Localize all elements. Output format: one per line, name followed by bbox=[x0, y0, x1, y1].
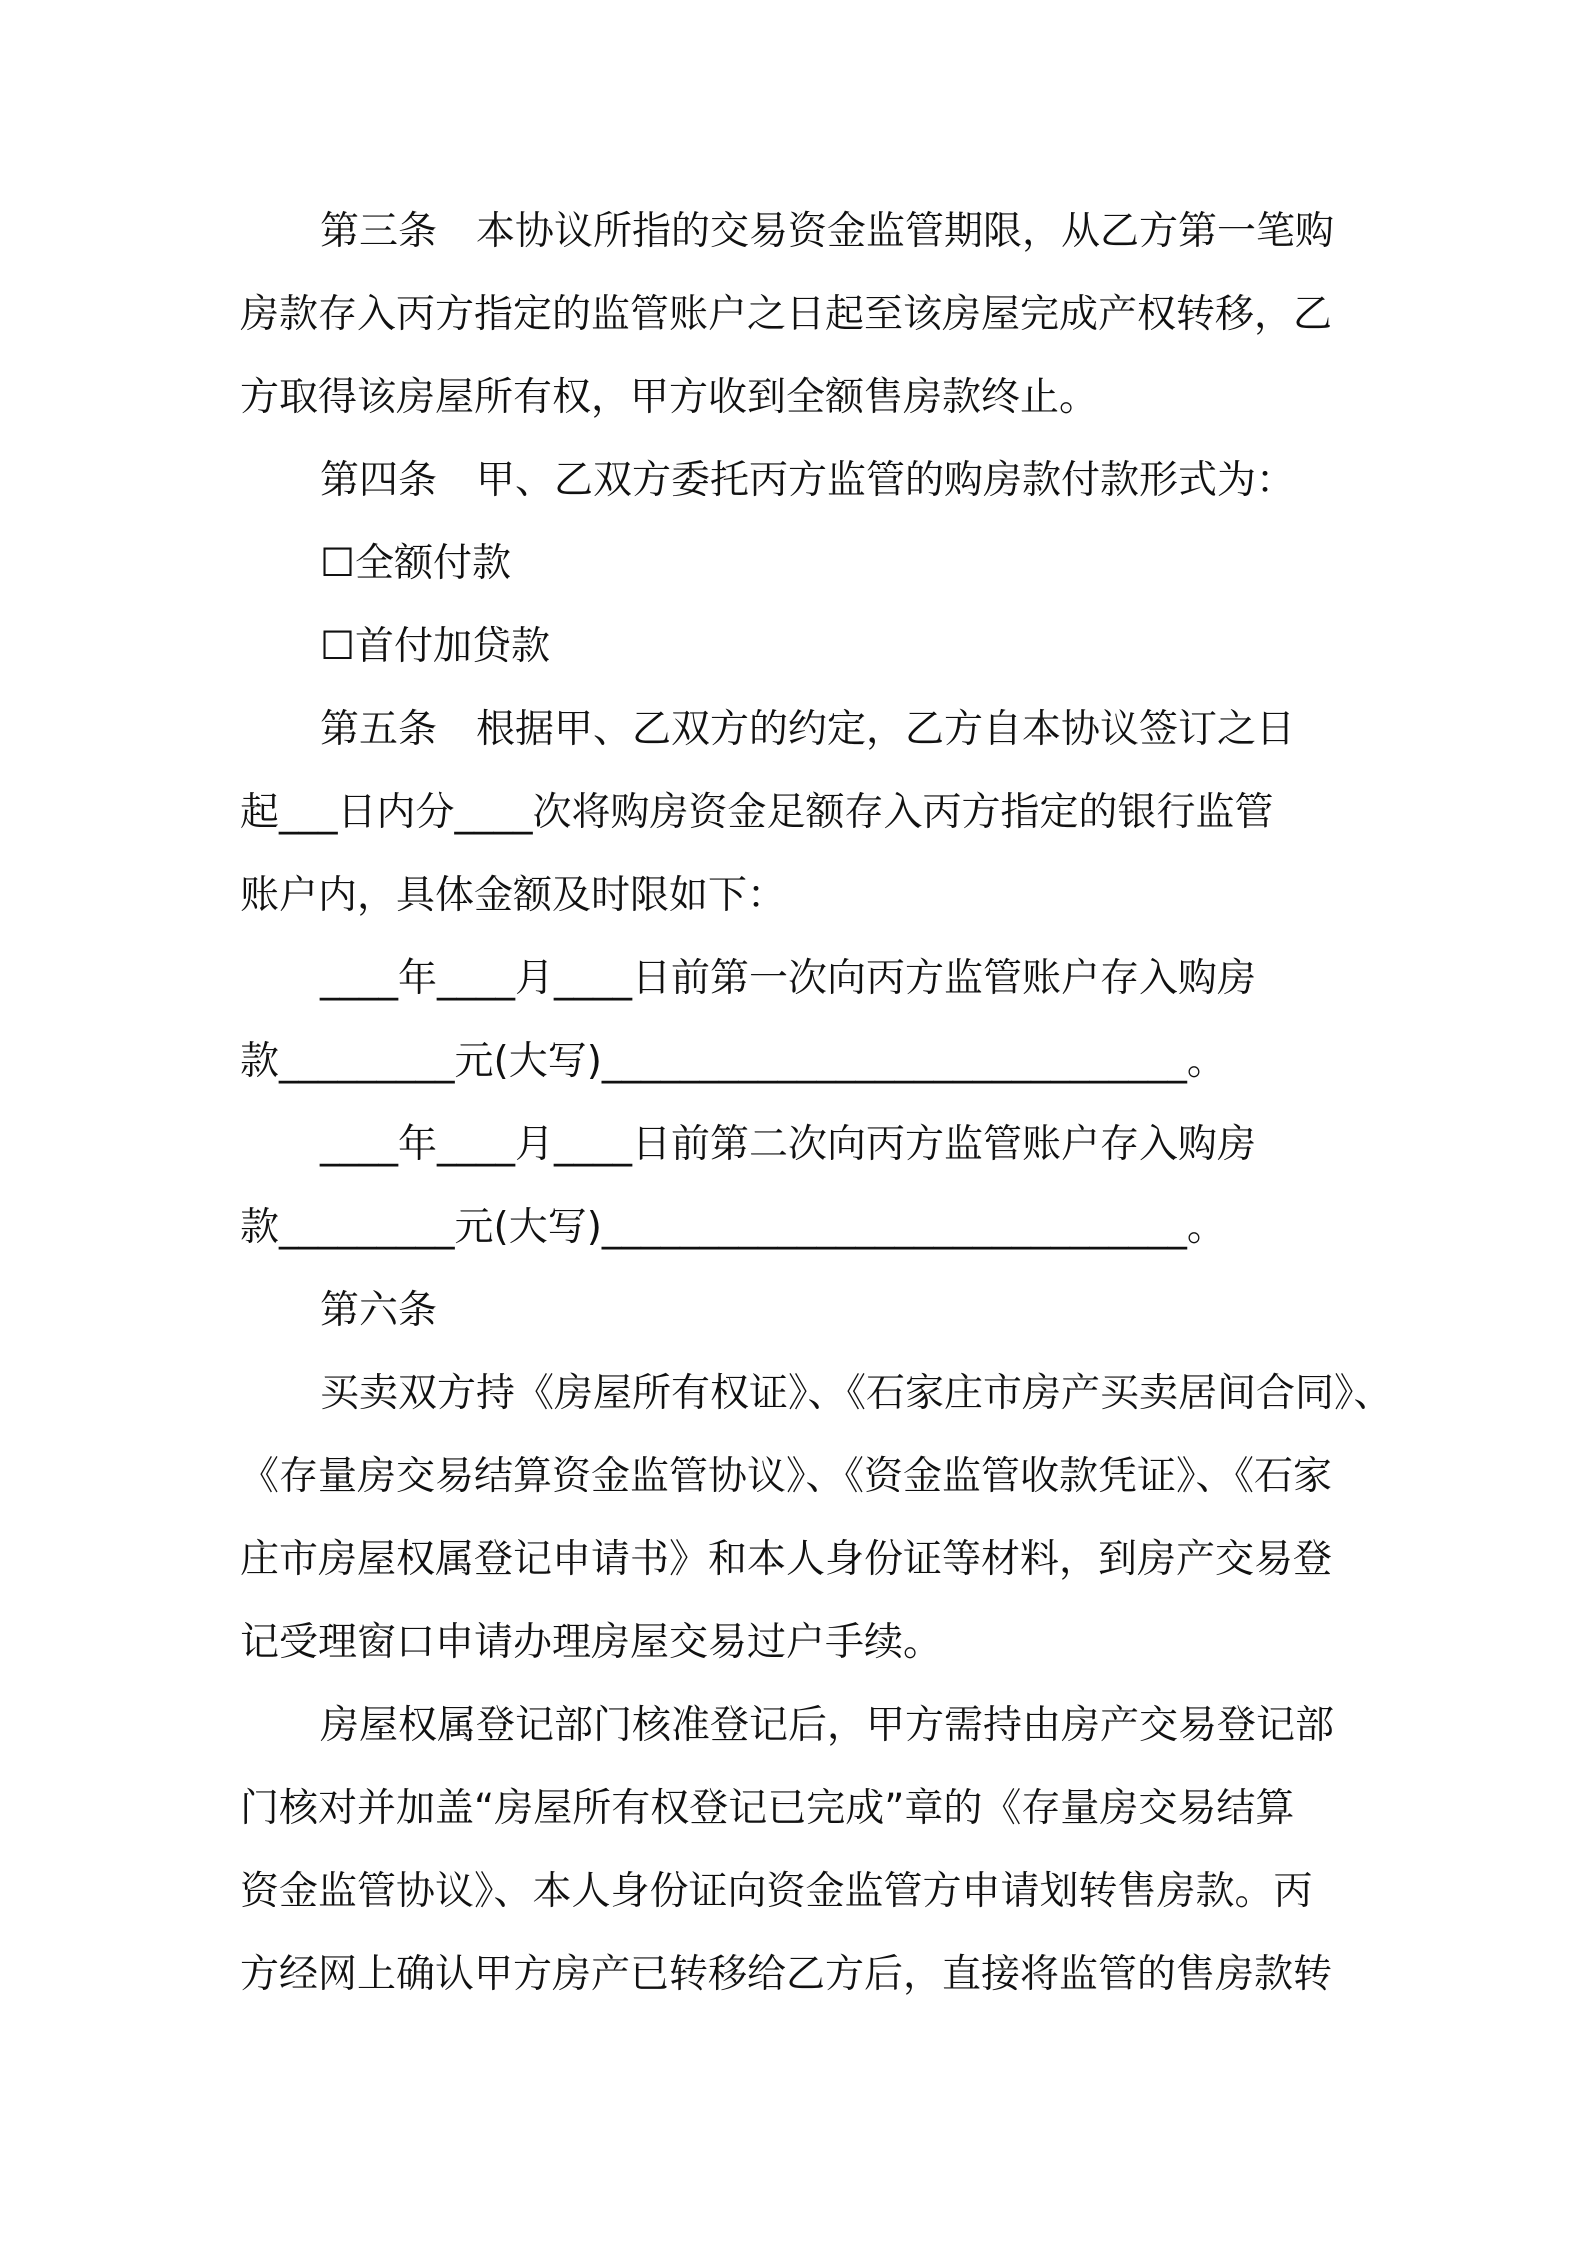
deposit-1-line-2: 款_________元(大写)______________________________。 bbox=[240, 1039, 1226, 1084]
article-4-line-1: 第四条 甲、乙双方委托丙方监管的购房款付款形式为： bbox=[320, 458, 1296, 503]
article-6-para-2-line-4: 方经网上确认甲方房产已转移给乙方后，直接将监管的售房款转 bbox=[240, 1952, 1333, 1997]
article-6-para-1-line-4: 记受理窗口申请办理房屋交易过户手续。 bbox=[240, 1620, 943, 1665]
article-5-line-1: 第五条 根据甲、乙双方的约定，乙方自本协议签订之日 bbox=[320, 707, 1296, 752]
article-3-line-3: 方取得该房屋所有权，甲方收到全额售房款终止。 bbox=[240, 375, 1099, 420]
deposit-2-line-1: ____年____月____日前第二次向丙方监管账户存入购房 bbox=[320, 1122, 1257, 1167]
article-5-line-2: 起___日内分____次将购房资金足额存入丙方指定的银行监管 bbox=[240, 790, 1274, 835]
article-3-line-1: 第三条 本协议所指的交易资金监管期限，从乙方第一笔购 bbox=[320, 209, 1335, 254]
article-5-line-3: 账户内，具体金额及时限如下： bbox=[240, 873, 787, 918]
article-6-para-2-line-1: 房屋权属登记部门核准登记后，甲方需持由房产交易登记部 bbox=[320, 1703, 1335, 1748]
deposit-2-line-2: 款_________元(大写)______________________________。 bbox=[240, 1205, 1226, 1250]
article-6-para-2-line-2: 门核对并加盖“房屋所有权登记已完成”章的《存量房交易结算 bbox=[240, 1786, 1295, 1831]
document-body bbox=[240, 190, 1393, 2016]
payment-option-down-payment-loan: ☐首付加贷款 bbox=[320, 624, 550, 669]
article-3-line-2: 房款存入丙方指定的监管账户之日起至该房屋完成产权转移，乙 bbox=[240, 292, 1333, 337]
article-6-para-1-line-1: 买卖双方持《房屋所有权证》、《石家庄市房产买卖居间合同》、 bbox=[320, 1371, 1393, 1416]
payment-option-full: ☐全额付款 bbox=[320, 541, 511, 586]
article-6-heading: 第六条 bbox=[320, 1288, 438, 1333]
deposit-1-line-1: ____年____月____日前第一次向丙方监管账户存入购房 bbox=[320, 956, 1257, 1001]
article-6-para-1-line-2: 《存量房交易结算资金监管协议》、《资金监管收款凭证》、《石家 bbox=[240, 1454, 1333, 1499]
article-6-para-2-line-3: 资金监管协议》、本人身份证向资金监管方申请划转售房款。丙 bbox=[240, 1869, 1313, 1914]
article-6-para-1-line-3: 庄市房屋权属登记申请书》和本人身份证等材料，到房产交易登 bbox=[240, 1537, 1333, 1582]
